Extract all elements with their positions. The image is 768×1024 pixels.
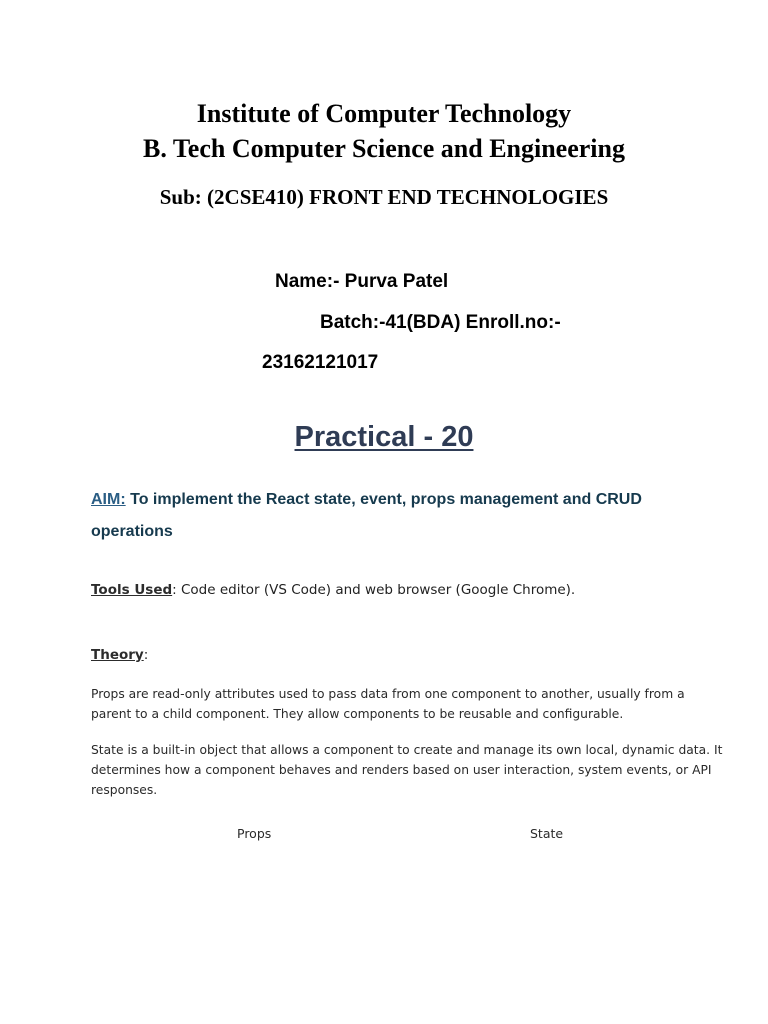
state-paragraph bbox=[91, 740, 723, 800]
paragraph-line: Props are read-only attributes used to pass data from one component to another, usually from a bbox=[91, 687, 685, 701]
practical-title bbox=[0, 421, 768, 454]
theory-heading bbox=[91, 647, 148, 663]
aim-section bbox=[91, 484, 691, 548]
aim-text-line1: To implement the React state, event, props management and CRUD bbox=[125, 491, 642, 508]
tools-used-label: Tools Used bbox=[91, 582, 173, 598]
aim-label: AIM: bbox=[91, 491, 126, 508]
tools-used-text: : Code editor (VS Code) and web browser (Google Chrome). bbox=[172, 582, 576, 598]
student-name: Name:- Purva Patel bbox=[275, 271, 449, 292]
program-title: B. Tech Computer Science and Engineering bbox=[142, 134, 625, 163]
student-batch: Batch:-41(BDA) Enroll.no:- bbox=[320, 312, 561, 333]
comparison-header-props: Props bbox=[237, 826, 272, 841]
subject-heading: Sub: (2CSE410) FRONT END TECHNOLOGIES bbox=[159, 185, 609, 209]
institute-title: Institute of Computer Technology bbox=[196, 99, 572, 128]
paragraph-line: responses. bbox=[91, 783, 158, 797]
comparison-header-state: State bbox=[530, 826, 564, 841]
student-enrollment-number: 23162121017 bbox=[262, 352, 379, 373]
paragraph-line: parent to a child component. They allow components to be reusable and configurable. bbox=[91, 707, 624, 721]
theory-label: Theory bbox=[91, 647, 144, 663]
theory-colon: : bbox=[143, 647, 149, 663]
paragraph-line: State is a built-in object that allows a component to create and manage its own local, dynamic data. It bbox=[91, 743, 723, 757]
props-paragraph bbox=[91, 684, 685, 724]
practical-title-text: Practical - 20 bbox=[294, 421, 474, 453]
paragraph-line: determines how a component behaves and renders based on user interaction, system events, or API bbox=[91, 763, 712, 777]
tools-used-section bbox=[91, 582, 575, 598]
aim-text-line2: operations bbox=[91, 523, 173, 540]
